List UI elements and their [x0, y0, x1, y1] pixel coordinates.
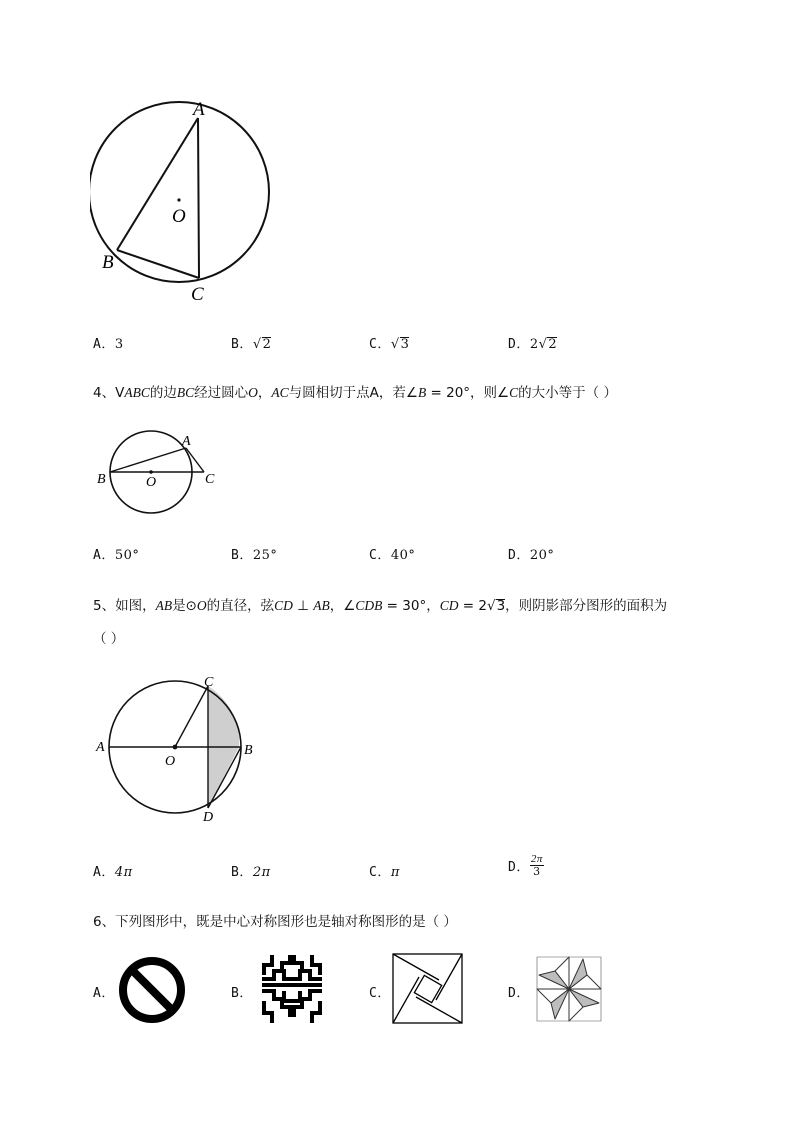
- stem-math: CD: [274, 598, 293, 613]
- fraction-numerator: 2π: [530, 853, 543, 865]
- q4-option-c[interactable]: [369, 544, 415, 563]
- option-value: 25°: [252, 548, 278, 563]
- stem-math: CD: [439, 598, 459, 613]
- option-letter: A．: [93, 337, 115, 352]
- option-coefficient: 2: [529, 337, 539, 352]
- q6-option-d[interactable]: [508, 982, 530, 1001]
- q4-figure: [93, 428, 228, 520]
- option-letter: D．: [508, 986, 530, 1001]
- q5-option-a[interactable]: [93, 861, 133, 880]
- q4-center-point: [149, 470, 153, 474]
- stem-math: BC: [176, 385, 195, 400]
- q5-figure: [93, 673, 268, 825]
- q4-segment-ac: [186, 448, 204, 472]
- q6-stem: [93, 910, 457, 930]
- q5-label-d: D: [203, 810, 214, 825]
- option-letter: A．: [93, 865, 115, 880]
- stem-math: AB: [155, 598, 173, 613]
- q3-option-b[interactable]: [231, 333, 271, 352]
- q4-segment-ba: [110, 448, 186, 472]
- q5-label-a: A: [96, 740, 105, 755]
- option-letter: B．: [231, 337, 253, 352]
- q4-label-b: B: [97, 472, 106, 487]
- stem-text: 与圆相切于点A，若∠: [288, 385, 418, 401]
- stem-math: AB: [313, 598, 330, 613]
- option-value: 40°: [390, 548, 416, 563]
- q5-label-o: O: [165, 754, 176, 769]
- option-value: π: [390, 865, 400, 880]
- stem-text: V: [115, 385, 125, 401]
- square-windmill-icon[interactable]: [392, 953, 464, 1025]
- stem-text: 经过圆心: [194, 385, 249, 401]
- stem-text: ，则阴影部分图形的面积为: [505, 598, 668, 614]
- radical-sign: √: [538, 337, 548, 352]
- no-entry-sign-icon[interactable]: [117, 955, 187, 1025]
- q3-label-c: C: [191, 284, 204, 305]
- question-number: 5、: [93, 598, 116, 614]
- q3-option-c[interactable]: [369, 333, 409, 352]
- option-letter: B．: [231, 986, 253, 1001]
- radical-sign: √: [252, 337, 262, 352]
- stem-text: 如图，: [115, 598, 156, 614]
- q4-label-o: O: [146, 475, 157, 490]
- option-letter: A．: [93, 986, 115, 1001]
- stem-text: 的大小等于（ ）: [518, 385, 617, 401]
- q5-label-b: B: [244, 743, 253, 758]
- q4-label-a: A: [182, 434, 191, 449]
- q4-stem: [93, 381, 617, 401]
- stem-math: AC: [271, 385, 289, 400]
- q3-segment-bc: [117, 250, 199, 278]
- stem-math: CDB: [355, 598, 383, 613]
- q3-segment-ab: [117, 118, 198, 250]
- q4-option-b[interactable]: [231, 544, 277, 563]
- option-letter: C．: [369, 548, 391, 563]
- option-value: 2: [262, 337, 272, 352]
- option-letter: D．: [508, 548, 530, 563]
- q3-option-a[interactable]: [93, 333, 124, 352]
- q3-label-b: B: [102, 252, 114, 273]
- option-value: 20°: [529, 548, 555, 563]
- stem-text: ，∠: [329, 598, 356, 614]
- option-letter: D．: [508, 337, 530, 352]
- q3-circle: [90, 102, 269, 282]
- q6-option-c[interactable]: [369, 982, 391, 1001]
- option-letter: B．: [231, 548, 253, 563]
- q5-option-d[interactable]: [508, 853, 544, 878]
- q5-answer-paren: （ ）: [93, 631, 125, 647]
- q3-option-d[interactable]: [508, 333, 557, 352]
- meander-pattern-icon[interactable]: [260, 955, 324, 1023]
- stem-text: ，: [257, 385, 272, 401]
- q5-center-point: [173, 745, 178, 750]
- stem-text: = 30°，: [382, 598, 440, 614]
- stem-math: C: [509, 385, 519, 400]
- q5-label-c: C: [204, 675, 214, 690]
- option-value: 4π: [114, 865, 133, 880]
- q5-radius-oc: [175, 686, 208, 747]
- q3-label-a: A: [193, 99, 205, 120]
- option-value: 3: [400, 337, 410, 352]
- question-number: 6、: [93, 914, 116, 930]
- radical-sign: √: [486, 598, 496, 614]
- q3-label-o: O: [172, 206, 186, 227]
- stem-text: 的边: [149, 385, 177, 401]
- option-value: 50°: [114, 548, 140, 563]
- option-letter: D．: [508, 860, 530, 875]
- stem-math: 3: [496, 598, 506, 614]
- q5-stem: [93, 594, 667, 614]
- pinwheel-icon[interactable]: [535, 955, 603, 1023]
- q5-option-b[interactable]: [231, 861, 271, 880]
- stem-text: 是⊙: [172, 598, 197, 614]
- stem-text: = 20°，则∠: [426, 385, 510, 401]
- q5-option-c[interactable]: [369, 861, 400, 880]
- q6-option-b[interactable]: [231, 982, 253, 1001]
- q6-option-a[interactable]: [93, 982, 115, 1001]
- option-letter: C．: [369, 337, 391, 352]
- option-letter: C．: [369, 986, 391, 1001]
- stem-math: O: [196, 598, 207, 613]
- option-fraction: [530, 853, 544, 878]
- fraction-denominator: 3: [533, 865, 541, 878]
- stem-text: 的直径，弦: [206, 598, 275, 614]
- q3-figure: [90, 95, 300, 310]
- q3-segment-ac: [198, 118, 199, 278]
- stem-math: B: [417, 385, 427, 400]
- radical-sign: √: [390, 337, 400, 352]
- option-letter: C．: [369, 865, 391, 880]
- option-value: 3: [114, 337, 124, 352]
- option-letter: A．: [93, 548, 115, 563]
- q4-option-a[interactable]: [93, 544, 139, 563]
- option-value: 2π: [252, 865, 271, 880]
- q4-label-c: C: [205, 472, 215, 487]
- option-value: 2: [548, 337, 558, 352]
- stem-math: O: [248, 385, 258, 400]
- stem-text: 下列图形中，既是中心对称图形也是轴对称图形的是（ ）: [115, 914, 457, 930]
- q3-center-point: [177, 198, 180, 201]
- q4-option-d[interactable]: [508, 544, 554, 563]
- stem-text: = 2: [458, 598, 487, 614]
- option-letter: B．: [231, 865, 253, 880]
- question-number: 4、: [93, 385, 116, 401]
- stem-math: ABC: [124, 385, 150, 400]
- stem-text: ⊥: [292, 598, 314, 614]
